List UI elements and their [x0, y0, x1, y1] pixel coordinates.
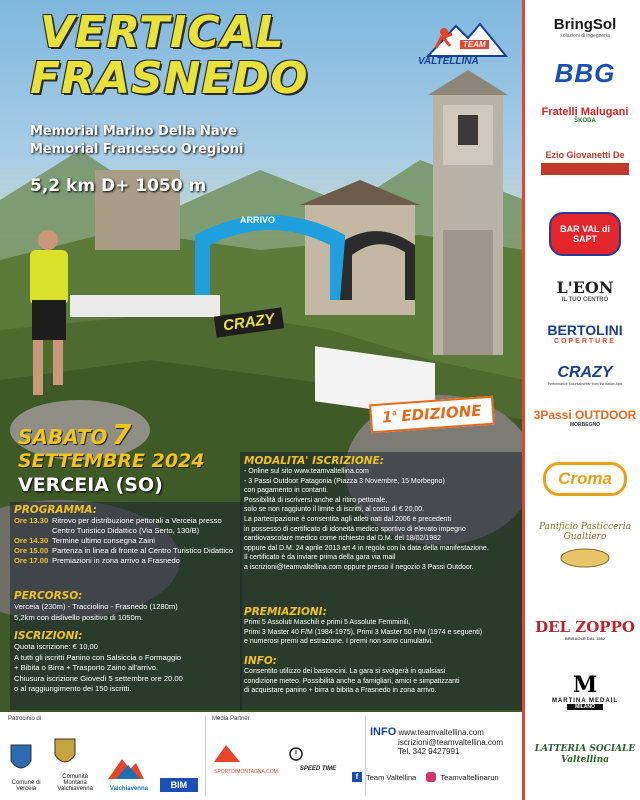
- instagram-icon: [426, 772, 436, 782]
- sponsor-sub: MILANO: [567, 704, 603, 710]
- facebook-link[interactable]: Team Valtellina: [366, 772, 417, 782]
- patrons-row: [8, 730, 198, 792]
- premiazioni-line: Primi 3 Master 40 F/M (1984-1975), Primi 3 Master 50 F/M (1974 e seguenti): [244, 628, 483, 636]
- modalita-line: La partecipazione è consentita agli atleti nati dal 2006 e precedenti: [244, 515, 452, 523]
- iscrizioni-line: Chiusura iscrizione Giovedì 5 settembre ore 20.00: [14, 673, 183, 683]
- sponsor-sub: Performance Mountainwear from the Italian Alps: [547, 382, 623, 386]
- iscrizioni-line: + Bibita o Birra + Trasporto Zaino all'arrivo.: [14, 663, 159, 672]
- sponsor-name: Panificio Pasticceria Gualtiero: [539, 522, 631, 542]
- sponsor-sub: MORBEGNO: [570, 422, 600, 428]
- mountain-logo-icon: [106, 755, 146, 781]
- iscrizioni-section: [14, 630, 240, 695]
- edition-number: 1: [381, 407, 394, 427]
- programma-text: Partenza in linea di fronte al Centro Turistico Didattico: [52, 546, 234, 555]
- sponsor-logo: [531, 672, 639, 710]
- monogram-icon: M: [572, 672, 598, 698]
- modalita-line: cardiovascolare medico come richiesto dal D.M. del 18/02/1982: [244, 535, 441, 543]
- programma-row: [14, 516, 240, 536]
- patron-name: Comunità Montana Valchiavenna: [57, 774, 93, 792]
- modalita-heading: MODALITA' ISCRIZIONE:: [244, 455, 384, 467]
- sponsor-name: Croma: [543, 462, 627, 496]
- team-valtellina-logo: [418, 18, 508, 78]
- sponsor-name: 3Passi OUTDOOR: [533, 408, 637, 422]
- crest-icon: [52, 737, 78, 769]
- modalita-section: [244, 455, 520, 573]
- distance-info: 5,2 km D+ 1050 m: [30, 176, 207, 196]
- premiazioni-section: [244, 606, 520, 647]
- divider: [365, 716, 366, 796]
- event-title-line2: FRASNEDO: [30, 53, 309, 104]
- mountain-logo-icon: [212, 742, 242, 764]
- sponsor-logo: [531, 618, 639, 641]
- sponsor-logo: [531, 462, 639, 496]
- sponsor-name: L'EON: [556, 278, 614, 297]
- sponsor-name: Fratelli Malugani: [541, 106, 629, 118]
- edition-sup: a: [391, 408, 397, 418]
- sponsor-strip: [522, 0, 640, 800]
- sponsor-name: MARTINA MEDAIL: [551, 698, 619, 704]
- patron-logo: [106, 755, 152, 792]
- percorso-heading: PERCORSO:: [14, 590, 83, 602]
- sponsor-name: CRAZY: [557, 364, 613, 381]
- programma-row: [14, 536, 240, 546]
- media-name: SPORTDIMONTAGNA.COM: [214, 769, 278, 775]
- media-name: SPEED TIME: [299, 766, 337, 772]
- sponsor-sub: soluzioni di ingegneria: [560, 33, 610, 39]
- info-label: INFO: [370, 726, 397, 738]
- modalita-line: - Online sul sito www.teamvaltellina.com: [244, 468, 369, 475]
- iscrizioni-line: o al raggiungimento dei 150 iscritti.: [14, 684, 132, 693]
- patron-logo: [160, 778, 198, 792]
- modalita-line: Possibilità di iscriversi anche al ritiro pettorale,: [244, 496, 388, 504]
- sponsor-name: Ezio Giovanetti De: [545, 150, 625, 160]
- date-day: 7: [111, 418, 132, 451]
- modalita-line: oppure dal D.M. 24 aprile 2013 art 4 in regola con la data della manifestazione.: [244, 544, 489, 552]
- date-day-label: SABATO: [18, 425, 108, 449]
- info-line: condizione meteo. Possibilità anche a famigliari, amici e simpatizzanti: [244, 677, 460, 685]
- programma-text: Ritrovo per distribuzione pettorali a Verceia presso Centro Turistico Didattico (Via Serto, 130/B): [52, 516, 222, 535]
- iscrizioni-line: Quota iscrizione: € 10,00: [14, 642, 99, 651]
- event-title-line1: VERTICAL: [40, 7, 285, 58]
- stopwatch-icon: [288, 745, 304, 761]
- premiazioni-line: Primi 5 Assoluti Maschili e primi 5 Assolute Femminili,: [244, 619, 411, 626]
- premiazioni-heading: PREMIAZIONI:: [244, 606, 327, 618]
- programma-row: [14, 546, 240, 556]
- programma-time: Ore 14.30: [14, 536, 49, 545]
- sponsor-sub: ŠKODA: [574, 118, 596, 124]
- premiazioni-line: e numerosi premi ad estrazione. I premi non sono cumulativi.: [244, 638, 434, 646]
- event-place: VERCEIA (SO): [18, 474, 163, 496]
- programma-heading: PROGRAMMA:: [14, 504, 97, 516]
- contact-block: [370, 726, 520, 756]
- memorial-2: Memorial Francesco Oregioni: [30, 142, 244, 157]
- percorso-line: Verceia (230m) - Tracciolino - Frasnedo (1280m): [14, 602, 178, 611]
- sponsor-sub: BRISAOLE DAL 1982: [565, 636, 605, 641]
- media-label: Media Partner: [212, 716, 250, 722]
- date-month-year: SETTEMBRE 2024: [18, 450, 205, 472]
- info-heading: INFO:: [244, 655, 277, 667]
- sponsor-name: BERTOLINI: [547, 322, 623, 338]
- info-section: [244, 655, 520, 696]
- edition-label: EDIZIONE: [400, 401, 483, 426]
- patron-logo: [8, 743, 44, 792]
- patron-logo: [52, 737, 98, 792]
- mountain-runner-icon: [418, 18, 508, 58]
- programma-time: Ore 15.00: [14, 546, 49, 555]
- sponsor-logo: [531, 150, 639, 175]
- patron-name: Valchiavenna: [109, 786, 148, 792]
- iscrizioni-heading: ISCRIZIONI:: [14, 630, 83, 642]
- sponsor-name: BringSol: [553, 16, 617, 33]
- crest-icon: [8, 743, 34, 775]
- sponsor-name: DEL ZOPPO: [535, 618, 635, 636]
- sponsor-logo: [531, 522, 639, 573]
- modalita-line: in possesso di certificato di idoneità medico sportivo di elevato impegno: [244, 525, 466, 533]
- sponsor-logo: [531, 364, 639, 386]
- website-link[interactable]: www.teamvaltellina.com: [398, 728, 484, 737]
- patrocinio-label: Patrocinio di: [8, 716, 42, 722]
- sponsor-name: BBG: [554, 58, 616, 88]
- sponsor-logo: [531, 212, 639, 256]
- media-logo: [212, 742, 280, 775]
- modalita-line: Il certificato è da inviare prima della gara via mail: [244, 554, 396, 562]
- media-logo: [288, 745, 348, 772]
- programma-section: [14, 504, 240, 566]
- info-line: Consentito utilizzo dei bastoncini. La gara si svolgerà in qualsiasi: [244, 668, 446, 675]
- divider: [205, 716, 206, 796]
- sponsor-name: BAR VAL di SAPT: [549, 212, 621, 256]
- programma-text: Termine ultimo consegna Zaini: [52, 536, 155, 545]
- programma-time: Ore 17.00: [14, 556, 49, 565]
- sponsor-bar: [541, 163, 629, 175]
- memorial-1: Memorial Marino Della Nave: [30, 124, 237, 139]
- crazy-banner: CRAZY: [214, 307, 284, 337]
- footer: [0, 712, 522, 800]
- percorso-section: [14, 590, 240, 623]
- patron-name: Comune di Verceia: [11, 780, 41, 792]
- sponsor-sub: COPERTURE: [554, 338, 616, 345]
- sponsor-logo: [531, 58, 639, 89]
- sponsor-logo: [531, 744, 639, 766]
- programma-text: Premiazioni in zona arrivo a Frasnedo: [52, 556, 180, 565]
- event-date: [18, 418, 131, 451]
- social-row: [352, 772, 522, 782]
- sponsor-sub: IL TUO CENTRO: [561, 297, 609, 303]
- arch-label: ARRIVO: [240, 215, 276, 225]
- modalita-line: con pagamento in contanti.: [244, 487, 329, 495]
- team-label: TEAM: [460, 40, 489, 49]
- programma-row: [14, 556, 240, 566]
- programma-time: Ore 13.30: [14, 516, 49, 525]
- sponsor-name: LATTERIA SOCIALE Valtellina: [534, 744, 636, 765]
- facebook-icon: f: [352, 772, 362, 782]
- modalita-line: solo se non raggiunto il limite di iscritti, al costo di € 20,00.: [244, 506, 425, 514]
- info-line: di acquistare panino + birra o bibita a Frasnedo in zona arrivo.: [244, 687, 437, 695]
- media-row: [212, 742, 362, 775]
- bread-icon: [555, 542, 615, 568]
- sponsor-logo: [531, 322, 639, 345]
- iscrizioni-line: A tutti gli iscritti Panino con Salsiccia o Formaggio: [14, 652, 182, 662]
- patron-name: BIM: [160, 778, 198, 792]
- sponsor-logo: [531, 278, 639, 303]
- instagram-link[interactable]: Teamvaltellinarun: [440, 772, 499, 782]
- email-link[interactable]: iscrizioni@teamvaltellina.com: [398, 738, 504, 747]
- sponsor-logo: [531, 16, 639, 39]
- modalita-line: a iscrizioni@teamvaltellina.com oppure presso il negozio 3 Passi Outdoor.: [244, 563, 474, 571]
- sponsor-logo: [531, 106, 639, 124]
- modalita-line: - 3 Passi Outdoor Patagonia (Piazza 3 Novembre, 15 Morbegno): [244, 477, 445, 485]
- phone: Tel. 342 9427991: [398, 747, 460, 756]
- team-name: VALTELLINA: [418, 56, 479, 67]
- sponsor-logo: [531, 408, 639, 428]
- percorso-line: 5,2km con dislivello positivo di 1050m.: [14, 612, 144, 622]
